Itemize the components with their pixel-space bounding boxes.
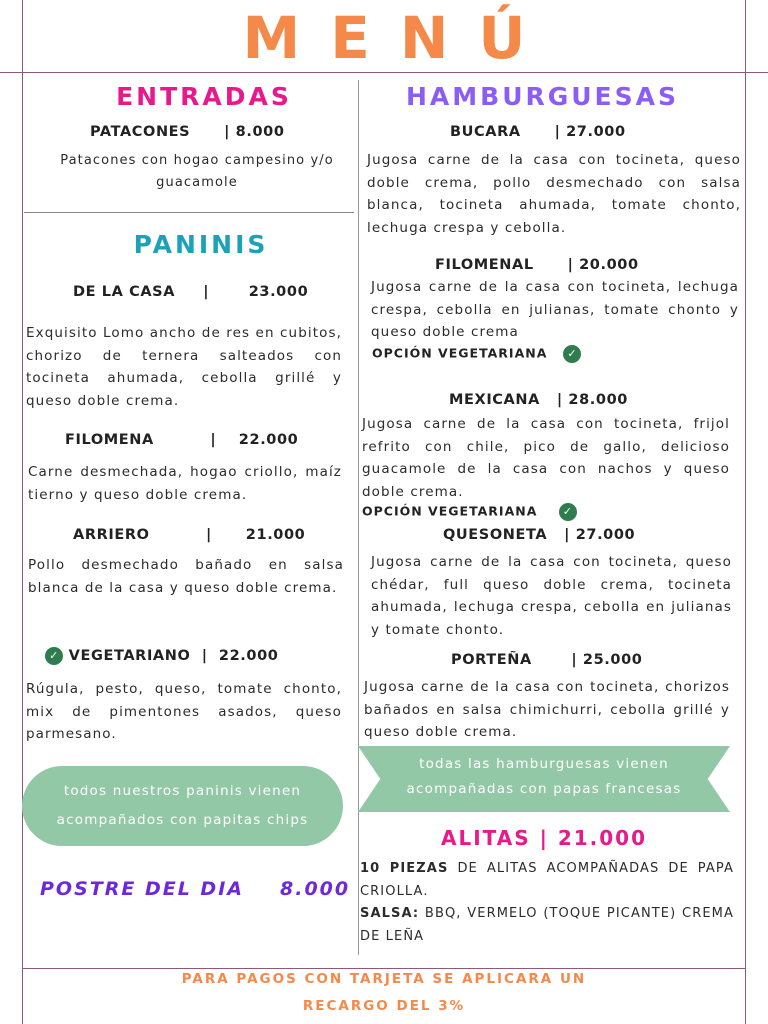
filomenal-veg-option: OPCIÓN VEGETARIANA ✓ <box>372 345 581 363</box>
alitas-pieces: 10 PIEZAS DE ALITAS ACOMPAÑADAS DE PAPA CRIOLLA. <box>360 861 734 899</box>
panini-filomena: FILOMENA | 22.000 <box>65 432 299 448</box>
burger-quesoneta-desc: Jugosa carne de la casa con tocineta, queso chédar, full queso doble crema, tocineta ahumada, lechuga crespa, cebolla en julianas y tomate chonto. <box>371 554 732 638</box>
vegetarian-leaf-icon: ✓ <box>563 345 581 363</box>
panini-filomena-desc: Carne desmechada, hogao criollo, maíz tierno y queso doble crema. <box>28 464 342 503</box>
mexicana-veg-option: OPCIÓN VEGETARIANA ✓ <box>362 503 577 521</box>
column-divider <box>358 80 359 955</box>
panini-vegetariano: ✓ VEGETARIANO | 22.000 <box>45 647 278 665</box>
paninis-note-line2: acompañados con papitas chips <box>56 812 309 828</box>
burger-bucara-desc: Jugosa carne de la casa con tocineta, queso doble crema, pollo desmechado con salsa blanca, tocineta ahumada, tomate chonto, lechuga crespa y cebolla. <box>367 152 741 236</box>
burger-portena-desc: Jugosa carne de la casa con tocineta, chorizos bañados en salsa chimichurri, cebolla grillé y queso doble crema. <box>364 679 730 740</box>
right-border <box>745 0 746 1024</box>
vegetarian-leaf-icon: ✓ <box>559 503 577 521</box>
burger-mexicana-desc: Jugosa carne de la casa con tocineta, frijol refrito con chile, pico de gallo, delicioso guacamole de la casa con nachos y queso doble crema. <box>362 416 730 500</box>
patacones-desc: Patacones con hogao campesino y/o guacamole <box>60 153 334 190</box>
hamburguesas-heading: HAMBURGUESAS <box>405 82 679 111</box>
burger-quesoneta: QUESONETA | 27.000 <box>443 527 636 543</box>
panini-de-la-casa: DE LA CASA | 23.000 <box>73 284 309 300</box>
panini-arriero: ARRIERO | 21.000 <box>73 527 306 543</box>
footer-line1: PARA PAGOS CON TARJETA SE APLICARA UN <box>181 971 587 987</box>
menu-title: MENÚ <box>242 4 556 72</box>
alitas-salsa: SALSA: BBQ, VERMELO (TOQUE PICANTE) CREMA DE LEÑA <box>360 906 734 944</box>
vegetarian-leaf-icon: ✓ <box>45 647 63 665</box>
left-border <box>22 0 23 1024</box>
panini-de-la-casa-desc: Exquisito Lomo ancho de res en cubitos, chorizo de ternera salteados con tocineta ahumada, cebolla grillé y queso doble crema. <box>26 325 342 409</box>
footer-line2: RECARGO DEL 3% <box>302 998 466 1014</box>
burger-portena: PORTEÑA | 25.000 <box>451 652 643 668</box>
patacones-item: PATACONES | 8.000 <box>90 124 285 140</box>
hamburguesas-note <box>358 752 730 802</box>
burger-filomenal: FILOMENAL | 20.000 <box>435 257 639 273</box>
paninis-heading: PANINIS <box>133 230 269 259</box>
alitas-pieces-label: 10 PIEZAS <box>360 861 449 876</box>
entradas-divider <box>24 212 354 213</box>
panini-arriero-desc: Pollo desmechado bañado en salsa blanca de la casa y queso doble crema. <box>28 557 344 596</box>
alitas-salsa-label: SALSA: <box>360 906 420 921</box>
paninis-note-line1: todos nuestros paninis vienen <box>63 783 302 799</box>
paninis-note <box>22 777 343 835</box>
top-divider <box>0 72 768 73</box>
hamburguesas-note-line2: acompañadas con papas francesas <box>406 781 682 797</box>
burger-filomenal-desc: Jugosa carne de la casa con tocineta, lechuga crespa, cebolla en julianas, tomate chonto y queso doble crema <box>371 279 739 340</box>
burger-mexicana: MEXICANA | 28.000 <box>449 392 628 408</box>
footer-notice <box>0 966 768 1020</box>
postre-price: 8.000 <box>280 878 351 900</box>
postre-label: POSTRE DEL DIA <box>40 878 244 900</box>
panini-vegetariano-desc: Rúgula, pesto, queso, tomate chonto, mix de pimentones asados, queso parmesano. <box>26 681 342 742</box>
burger-bucara: BUCARA | 27.000 <box>450 124 626 140</box>
entradas-heading: ENTRADAS <box>116 82 292 111</box>
hamburguesas-note-line1: todas las hamburguesas vienen <box>419 756 669 772</box>
alitas-heading: ALITAS | 21.000 <box>440 826 648 850</box>
